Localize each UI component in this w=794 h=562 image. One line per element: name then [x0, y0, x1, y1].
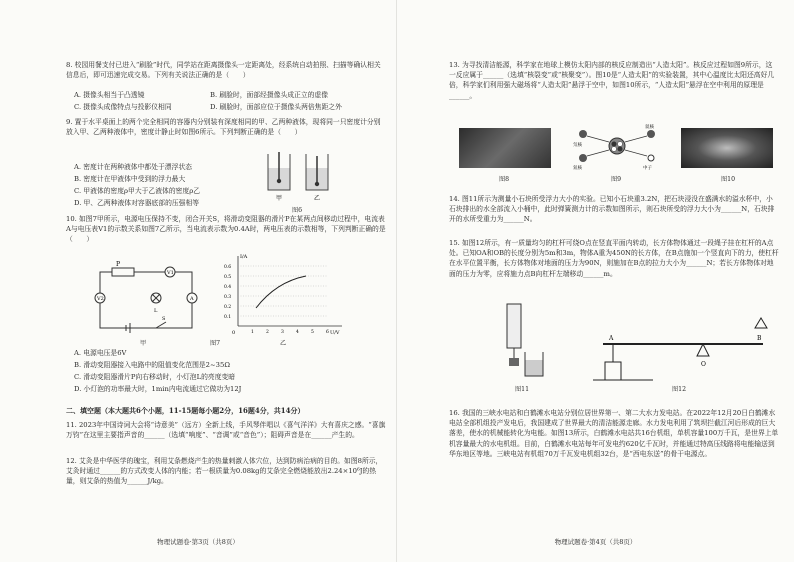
y-tick: 0.2: [224, 305, 232, 310]
fig7-label-yi: 乙: [280, 340, 287, 347]
q8-option-b: B. 刷脸时，面部经摄像头成正立的虚像: [210, 91, 329, 99]
y-tick: 0.6: [224, 265, 232, 270]
y-tick: 0.5: [224, 275, 232, 280]
q8-stem: 8. 校园用餐支付已进入“刷脸”时代，同学站在距离摄像头一定距离处，经系统自动拍照、扫描等确认相关信息后，即可迅速完成交易。下列有关说法正确的是（ ）: [66, 61, 381, 80]
right-page: [397, 0, 794, 562]
fig9-tritium-label: 氚核: [573, 166, 582, 171]
figure-12-lever: [593, 304, 773, 384]
q9-option-c: C. 甲液体的密度ρ甲大于乙液体的密度ρ乙: [74, 187, 201, 195]
q8-option-c: C. 摄像头成像特点与投影仪相同: [74, 103, 172, 111]
fig6-label-yi: 乙: [314, 195, 321, 202]
graph-origin: 0: [232, 330, 236, 336]
fig7-label-jia: 甲: [140, 340, 147, 347]
y-tick: 0.1: [224, 315, 232, 320]
q10-option-d: D. 小灯泡的功率最大时，1min内电流通过它做功为12J: [74, 385, 242, 393]
x-tick: 1: [251, 330, 254, 335]
fig6-caption: 图6: [292, 207, 303, 214]
rheostat: [112, 268, 134, 276]
q9-option-d: D. 甲、乙两种液体对容器底部的压强相等: [74, 199, 200, 207]
q10-option-c: C. 滑动变阻器滑片P向右移动时，小灯泡L的亮度变暗: [74, 373, 236, 381]
y-tick: 0.4: [224, 285, 232, 290]
lever-point-o: O: [701, 361, 706, 368]
lamp-label: L: [154, 308, 158, 314]
q9-option-b: B. 密度计在甲液体中受到的浮力最大: [74, 175, 186, 183]
figure-11-spring-scale: [497, 300, 547, 380]
figure-10-photo: [681, 128, 773, 168]
q15-stem: 15. 如图12所示，有一质量均匀的杠杆可绕O点在竖直平面内转动，长方体物体通过一段绳子挂在杠杆的A点处。已知OA和OB的长度分别为5m和3m，物体A重为450N的长方体，在B点施加一个竖直向下的力，使杠杆在水平位置平衡，长方体物体对地面的压力为90N，则施加在B点的拉力大小为______N；若长方体物体对地面的压力为零，应将施力点B向杠杆左端移动______m。: [449, 239, 779, 278]
figure-7-graph: [218, 252, 348, 338]
x-tick: 2: [266, 330, 269, 335]
graph-x-unit: U/V: [330, 330, 340, 336]
fig6-label-jia: 甲: [276, 195, 283, 202]
lever-point-b: B: [757, 335, 762, 342]
iv-curve: [256, 276, 306, 308]
graph-y-unit: I/A: [240, 254, 248, 260]
container-yi: [306, 154, 328, 190]
fig9-helium-label: 氦核: [645, 125, 654, 130]
left-footer: 物理试题卷·第3页（共8页）: [157, 538, 239, 546]
q10-option-a: A. 电源电压是6V: [74, 349, 127, 357]
q16-stem: 16. 我国的三峡水电站和白鹤滩水电站分别位居世界第一、第二大水力发电站。在2022年12月20日白鹤滩水电站全部机组投产发电后，我国建成了世界最大的清洁能源走廊。水力发电利用了筑坝拦截江河后形成的巨大落差，使水的机械能转化为电能。如图13所示，白鹤滩水电站共16台机组，单机容量100万千瓦，是世界上单机容量最大的水电机组。目前，白鹤滩水电站每年可发电约620亿千瓦时，并能通过特高压线路将电能输送到华东地区等地。三峡电站有机组70万千瓦发电机组32台，是“西电东送”的骨干电源点。: [449, 409, 779, 458]
right-footer: 物理试题卷·第4页（共8页）: [554, 538, 637, 546]
fig10-caption: 图10: [721, 176, 736, 183]
switch-label: S: [162, 316, 166, 322]
container-jia: [268, 152, 290, 190]
q13-stem: 13. 为寻找清洁能源，科学家在地球上模仿太阳内部的核反应制造出“人造太阳”。核反应过程如图9所示，这一反应属于______（选填“核裂变”或“核聚变”）。图10是“人造太阳”的实验装置，其中心温度比太阳还高好几倍，科学家们利用强大磁场将“人造太阳”悬浮于空中，如图10所示，“人造太阳”悬浮在空中利用的原理是______。: [449, 61, 775, 100]
ammeter-label: A: [190, 296, 194, 302]
y-tick: 0.3: [224, 295, 232, 300]
switch-s: [156, 322, 166, 328]
v1-label: V1: [167, 270, 174, 276]
fig9-neutron-label: 中子: [643, 166, 652, 171]
q9-option-a: A. 密度计在两种液体中都处于漂浮状态: [74, 163, 192, 171]
figure-9-fusion: [567, 122, 667, 172]
v2-label: V2: [97, 296, 104, 302]
fig11-caption: 图11: [515, 386, 530, 393]
x-tick: 6: [326, 330, 329, 335]
q12-stem: 12. 艾灸是中华医学的瑰宝，利用艾条燃烧产生的热量刺激人体穴位，达到防病治病的目的。如图8所示，艾灸时通过______的方式改变人体的内能；若一根质量为0.08kg的艾条完全燃烧能放出2.24×10⁶J的热量，则艾条的热值为______J/kg。: [66, 457, 383, 486]
figure-7-circuit: [86, 258, 206, 336]
figure-8-photo: [459, 128, 551, 168]
x-tick: 5: [311, 330, 314, 335]
fig12-caption: 图12: [672, 386, 687, 393]
q14-stem: 14. 图11所示为测量小石块所受浮力大小的实验。已知小石块重3.2N，把石块浸没在盛满水的溢水杯中，小石块排出的水全部流入小桶中，此时弹簧测力计的示数如图所示，则石块所受的浮力大小为______N，石块排开的水所受重力为______N。: [449, 195, 775, 224]
fig8-caption: 图8: [499, 176, 510, 183]
fig9-deuterium-label: 氘核: [573, 143, 582, 148]
figure-6-containers: [260, 150, 340, 202]
q11-stem: 11. 2023年中国诗词大会将“诗意美”（远方）全新上线，手风琴伴唱以《喜气洋洋》大有喜庆之感。“喜旗万钧”在这里主要指声音的______（选填“响度”、“音调”或“音色”）；阻碍声音是在______产生的。: [66, 421, 386, 440]
lever-point-a: A: [609, 335, 614, 342]
section-2-heading: 二、填空题（本大题共6个小题，11-15题每小题2分，16题4分，共14分）: [66, 406, 305, 415]
x-tick: 4: [296, 330, 299, 335]
q10-stem: 10. 如图7甲所示，电源电压保持不变，闭合开关S，将滑动变阻器的滑片P在某两点间移动过程中，电流表A与电压表V1的示数关系如图7乙所示，当电流表示数为0.4A时，两电压表的示数相等，下列判断正确的是（ ）: [66, 215, 386, 244]
fig7-caption: 图7: [210, 340, 221, 347]
q8-option-a: A. 摄像头相当于凸透镜: [74, 91, 145, 99]
q9-stem: 9. 置于水平桌面上的两个完全相同的容器内分别装有深度相同的甲、乙两种液体，现将同一只密度计分别放入甲、乙两种液体中，密度计静止时如图6所示。下列判断正确的是（ ）: [66, 118, 381, 137]
fig9-caption: 图9: [611, 176, 622, 183]
q8-option-d: D. 刷脸时，面部应位于摄像头两倍焦距之外: [210, 103, 342, 111]
q10-option-b: B. 滑动变阻器接入电路中的阻值变化范围是2~35Ω: [74, 361, 230, 369]
rheostat-label-p: P: [116, 261, 121, 268]
x-tick: 3: [281, 330, 284, 335]
